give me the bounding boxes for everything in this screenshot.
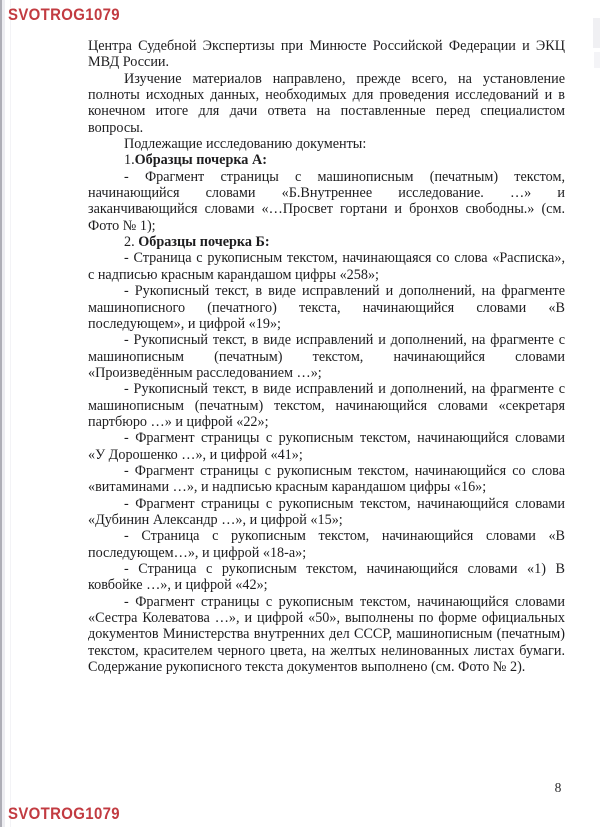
list-item-posleduyushchem-18a: - Страница с рукописным текстом, начинающийся словами «В последующем…», и цифрой «18-а»; bbox=[88, 528, 565, 561]
scan-edge-left-shade bbox=[2, 0, 5, 827]
list-item-kovboyke-42: - Страница с рукописным текстом, начинающийся словами «1) В ковбойке …», и цифрой «42»; bbox=[88, 561, 565, 594]
heading-number: 2. bbox=[124, 234, 139, 251]
list-item-vitaminami-16: - Фрагмент страницы с рукописным текстом, начинающийся со слова «витаминами …», и надписью красным карандашом цифры «16»; bbox=[88, 462, 565, 496]
list-item-kolevatova-50: - Фрагмент страницы с рукописным текстом, начинающийся словами «Сестра Колеватова …», и цифрой «50», выполнены по форме официальных документов Министерства внутренних дел СССР, машинописным (печатным) текстом, красителем черного цвета, на желтых нелинованных листах бумаги. Содержание рукописного текста документов выполнено (см. Фото № 2). bbox=[88, 593, 565, 676]
list-item-corrections-rassledovaniem: - Рукописный текст, в виде исправлений и дополнений, на фрагменте с машинописным (печатным) текстом, начинающийся словами «Произведённым расследованием …»; bbox=[88, 332, 565, 381]
heading-bold-text: Образцы почерка А: bbox=[134, 152, 267, 169]
heading-samples-a bbox=[88, 152, 565, 168]
list-item-corrections-22: - Рукописный текст, в виде исправлений и дополнений, на фрагменте с машинописным (печатным) текстом, начинающийся словами «секретаря партбюро …» и цифрой «22»; bbox=[88, 381, 565, 430]
watermark-top: SVOTROG1079 bbox=[8, 5, 120, 24]
heading-number: 1. bbox=[124, 152, 135, 169]
heading-samples-b bbox=[88, 234, 565, 250]
list-item-corrections-19: - Рукописный текст, в виде исправлений и дополнений, на фрагменте машинописного (печатного) текста, начинающийся словами «В последующем», и цифрой «19»; bbox=[88, 283, 565, 332]
paragraph-study-purpose: Изучение материалов направлено, прежде всего, на установление полноты исходных данных, необходимых для проведения исследований и в конечном итоге для дачи ответа на поставленные перед специалистом вопросы. bbox=[88, 70, 565, 136]
list-item-doroshenko-41: - Фрагмент страницы с рукописным текстом, начинающийся словами «У Дорошенко …», и цифрой «41»; bbox=[88, 430, 565, 463]
scan-edge-left-faint-line bbox=[10, 0, 11, 827]
paragraph-continuation: Центра Судебной Экспертизы при Минюсте Российской Федерации и ЭКЦ МВД России. bbox=[88, 38, 565, 71]
scan-edge-right-smudge bbox=[594, 52, 600, 68]
paragraph-documents-intro: Подлежащие исследованию документы: bbox=[124, 136, 367, 153]
list-item-dubinin-15: - Фрагмент страницы с рукописным текстом, начинающийся словами «Дубинин Александр …», и цифрой «15»; bbox=[88, 495, 565, 528]
list-item-fragment-typewritten: - Фрагмент страницы с машинописным (печатным) текстом, начинающийся словами «Б.Внутреннее исследование. …» и заканчивающийся словами «…Просвет гортани и бронхов свободны.» (см. Фото № 1); bbox=[88, 168, 565, 234]
watermark-bottom: SVOTROG1079 bbox=[8, 804, 120, 823]
scan-edge-right-smudge bbox=[593, 18, 600, 48]
page-number: 8 bbox=[554, 780, 562, 795]
heading-bold-text: Образцы почерка Б: bbox=[138, 234, 270, 251]
list-item-raspiska: - Страница с рукописным текстом, начинающаяся со слова «Расписка», с надписью красным карандашом цифры «258»; bbox=[88, 250, 565, 283]
document-body bbox=[88, 38, 565, 675]
